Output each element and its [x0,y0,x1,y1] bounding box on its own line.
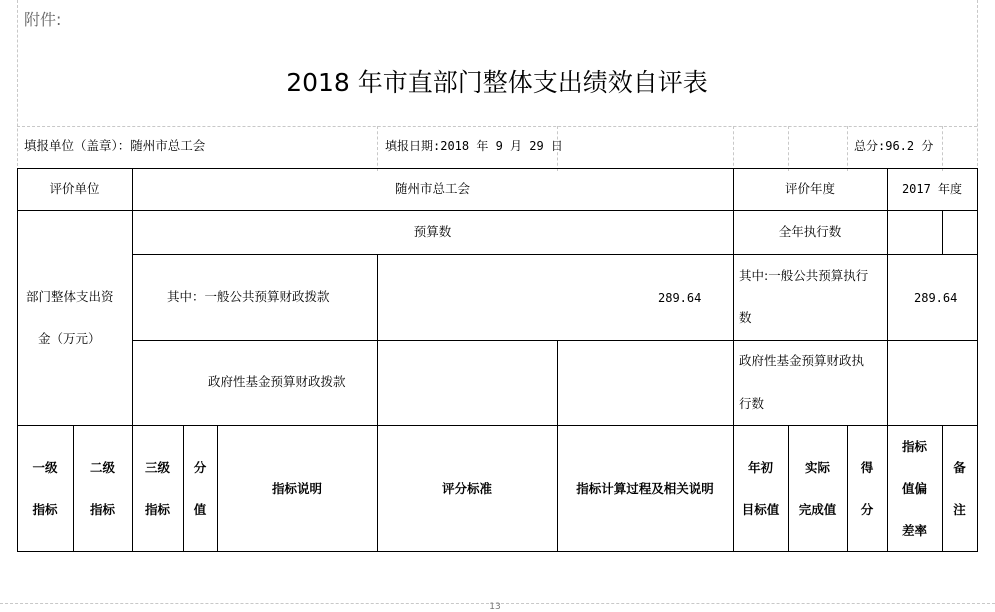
general-budget-label: 其中：一般公共预算财政拨款 [167,289,330,304]
gridline [17,126,977,127]
fill-unit-label: 填报单位（盖章）：随州市总工会 [24,138,206,153]
eval-unit-header: 评价单位 [49,181,100,196]
actual-header-line2: 完成值 [798,502,837,517]
level2-header-line1: 二级 [89,460,115,475]
weight-header-line1: 分 [193,460,207,475]
gridline [942,126,943,171]
general-exec-value: 289.64 [914,291,958,305]
actual-header-line1: 实际 [804,460,830,475]
gridline [847,126,848,171]
gridline [733,126,734,171]
fund-exec-label-line1: 政府性基金预算财政执 [739,353,865,368]
gridline [977,0,978,171]
target-header-line1: 年初 [747,460,773,475]
page-number: 13 [489,602,501,612]
remark-header-line2: 注 [953,502,966,517]
page-title: 2018 年市直部门整体支出绩效自评表 [286,68,708,97]
fill-date-label: 填报日期:2018 年 9 月 29 日 [385,139,563,153]
target-header-line2: 目标值 [741,502,780,517]
eval-year-value: 2017 年度 [901,182,963,196]
level3-header-line2: 指标 [144,502,170,517]
eval-year-header: 评价年度 [784,181,835,196]
remark-header-line1: 备 [953,460,966,475]
general-exec-label-line1: 其中:一般公共预算执行 [739,268,869,283]
calc-header: 指标计算过程及相关说明 [576,481,714,496]
eval-unit-value: 随州市总工会 [394,181,470,196]
attachment-label: 附件: [24,10,62,29]
score-header-line2: 分 [860,502,874,517]
level3-header-line1: 三级 [144,460,170,475]
deviation-header-line1: 指标 [901,439,927,454]
funds-section-label-line2: 金（万元） [38,331,101,346]
gridline [788,126,789,171]
general-budget-value: 289.64 [658,291,702,305]
deviation-header-line3: 差率 [901,523,927,538]
budget-header: 预算数 [413,224,452,239]
weight-header-line2: 值 [193,502,207,517]
level1-header-line1: 一级 [32,460,58,475]
exec-header: 全年执行数 [778,224,842,239]
deviation-header-line2: 值偏 [901,481,927,496]
level1-header-line2: 指标 [32,502,58,517]
gridline [377,126,378,171]
general-exec-label-line2: 数 [739,310,752,325]
funds-section-label-line1: 部门整体支出资 [26,289,114,304]
description-header: 指标说明 [271,481,322,496]
fund-budget-label: 政府性基金预算财政拨款 [208,374,346,389]
fund-exec-label-line2: 行数 [739,396,765,411]
scoring-header: 评分标准 [441,481,492,496]
score-header-line1: 得 [860,460,874,475]
total-score-label: 总分:96.2 分 [854,139,934,153]
level2-header-line2: 指标 [89,502,115,517]
